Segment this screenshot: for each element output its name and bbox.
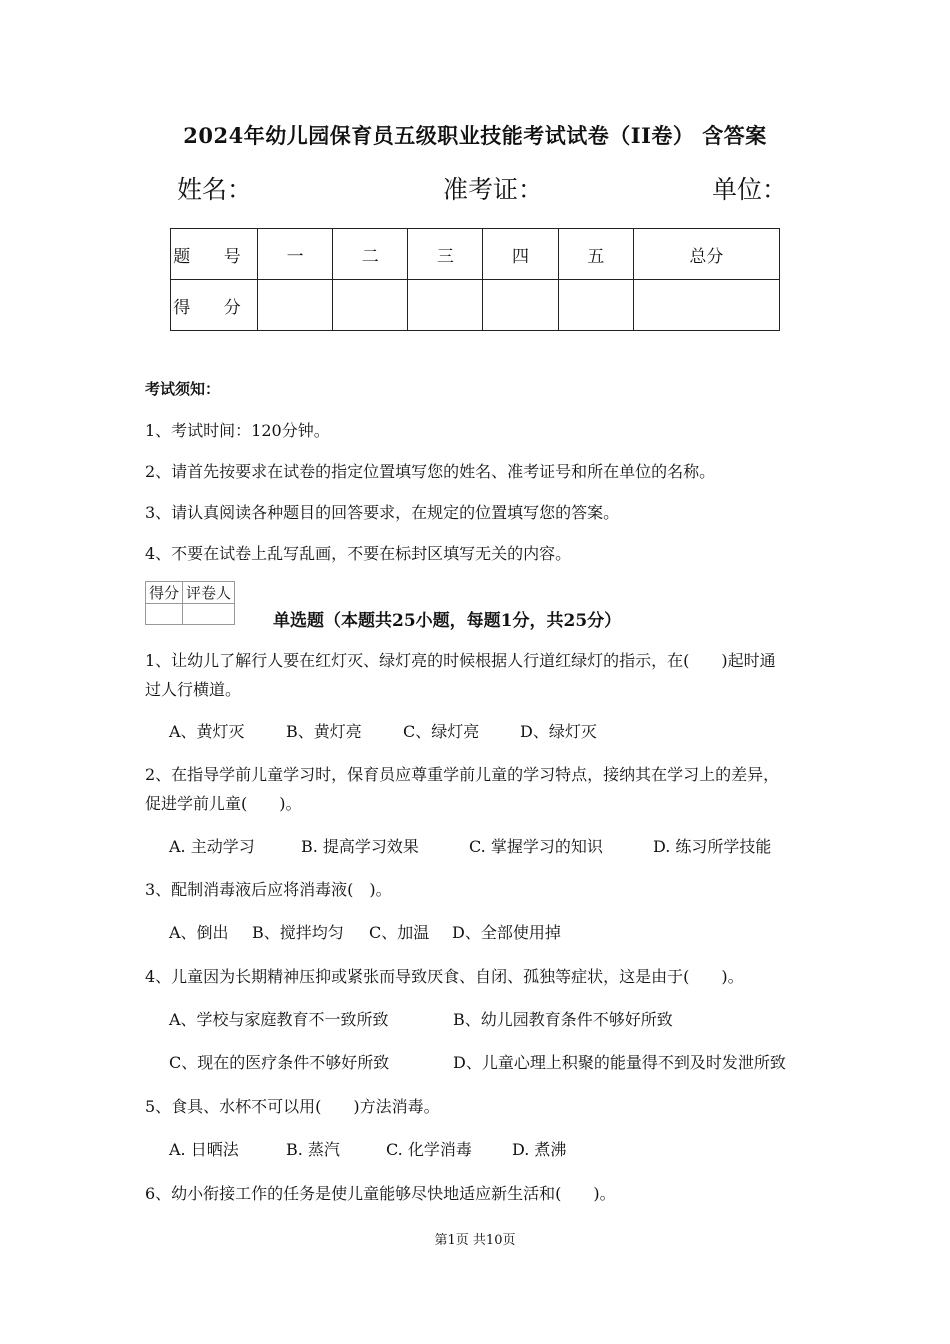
question-text: 6、幼小衔接工作的任务是使儿童能够尽快地适应新生活和( )。 (145, 1184, 616, 1203)
option-c: C、现在的医疗条件不够好所致 (169, 1053, 390, 1072)
option-c: C、加温 (369, 923, 430, 942)
unit-label: 单位： (712, 175, 788, 204)
grader-cell (183, 604, 235, 625)
option-a: A、倒出 (169, 923, 229, 942)
question-text: 4、儿童因为长期精神压抑或紧张而导致厌食、自闭、孤独等症状，这是由于( )。 (145, 967, 744, 986)
question-text: 促进学前儿童( )。 (145, 794, 302, 813)
section-2-header: 二 (333, 229, 408, 280)
option-b: B、搅拌均匀 (252, 923, 344, 942)
grader-score-label: 得分 (146, 582, 183, 604)
grader-label: 评卷人 (183, 582, 235, 604)
question-text: 2、在指导学前儿童学习时，保育员应尊重学前儿童的学习特点，接纳其在学习上的差异， (145, 765, 780, 784)
question-number-header: 题 号 (171, 229, 258, 280)
section-5-header: 五 (558, 229, 633, 280)
score-table-header-row (171, 229, 780, 280)
notice-item: 1、考试时间：120分钟。 (145, 421, 330, 440)
option-d: D、全部使用掉 (452, 923, 561, 942)
exam-id-label: 准考证： (443, 175, 544, 204)
page-number: 第1页 共10页 (434, 1233, 516, 1248)
score-cell (483, 280, 558, 331)
score-cell (333, 280, 408, 331)
score-table (170, 228, 780, 331)
option-d: D、绿灯灭 (520, 722, 597, 741)
score-cell (558, 280, 633, 331)
notice-item: 2、请首先按要求在试卷的指定位置填写您的姓名、准考证号和所在单位的名称。 (145, 462, 716, 481)
notice-title: 考试须知： (145, 380, 221, 398)
option-b: B. 提高学习效果 (301, 837, 419, 856)
section-title: 单选题（本题共25小题，每题1分，共25分） (273, 611, 622, 631)
score-cell (408, 280, 483, 331)
grader-box (145, 581, 235, 625)
section-1-header: 一 (258, 229, 333, 280)
option-d: D. 练习所学技能 (653, 837, 772, 856)
question-text: 5、食具、水杯不可以用( )方法消毒。 (145, 1097, 440, 1116)
score-header: 得 分 (171, 280, 258, 331)
exam-title: 2024年幼儿园保育员五级职业技能考试试卷（II卷） 含答案 (183, 123, 767, 148)
question-text: 过人行横道。 (145, 680, 242, 699)
option-a: A、黄灯灭 (169, 722, 245, 741)
option-d: D. 煮沸 (512, 1140, 567, 1159)
question-text: 3、配制消毒液后应将消毒液( )。 (145, 880, 392, 899)
option-c: C. 化学消毒 (386, 1140, 472, 1159)
option-b: B. 蒸汽 (286, 1140, 340, 1159)
option-b: B、黄灯亮 (286, 722, 362, 741)
score-cell (258, 280, 333, 331)
score-table-score-row (171, 280, 780, 331)
name-label: 姓名： (177, 175, 253, 204)
score-cell (633, 280, 779, 331)
notice-item: 4、不要在试卷上乱写乱画，不要在标封区填写无关的内容。 (145, 544, 572, 563)
option-a: A. 日晒法 (169, 1140, 239, 1159)
option-a: A. 主动学习 (169, 837, 255, 856)
total-header: 总分 (633, 229, 779, 280)
option-a: A、学校与家庭教育不一致所致 (169, 1010, 389, 1029)
option-c: C. 掌握学习的知识 (469, 837, 603, 856)
option-c: C、绿灯亮 (403, 722, 480, 741)
option-d: D、儿童心理上积聚的能量得不到及时发泄所致 (453, 1053, 786, 1072)
question-text: 1、让幼儿了解行人要在红灯灭、绿灯亮的时候根据人行道红绿灯的指示，在( )起时通 (145, 651, 776, 670)
option-b: B、幼儿园教育条件不够好所致 (453, 1010, 673, 1029)
section-4-header: 四 (483, 229, 558, 280)
notice-item: 3、请认真阅读各种题目的回答要求，在规定的位置填写您的答案。 (145, 503, 620, 522)
grader-score-cell (146, 604, 183, 625)
section-3-header: 三 (408, 229, 483, 280)
